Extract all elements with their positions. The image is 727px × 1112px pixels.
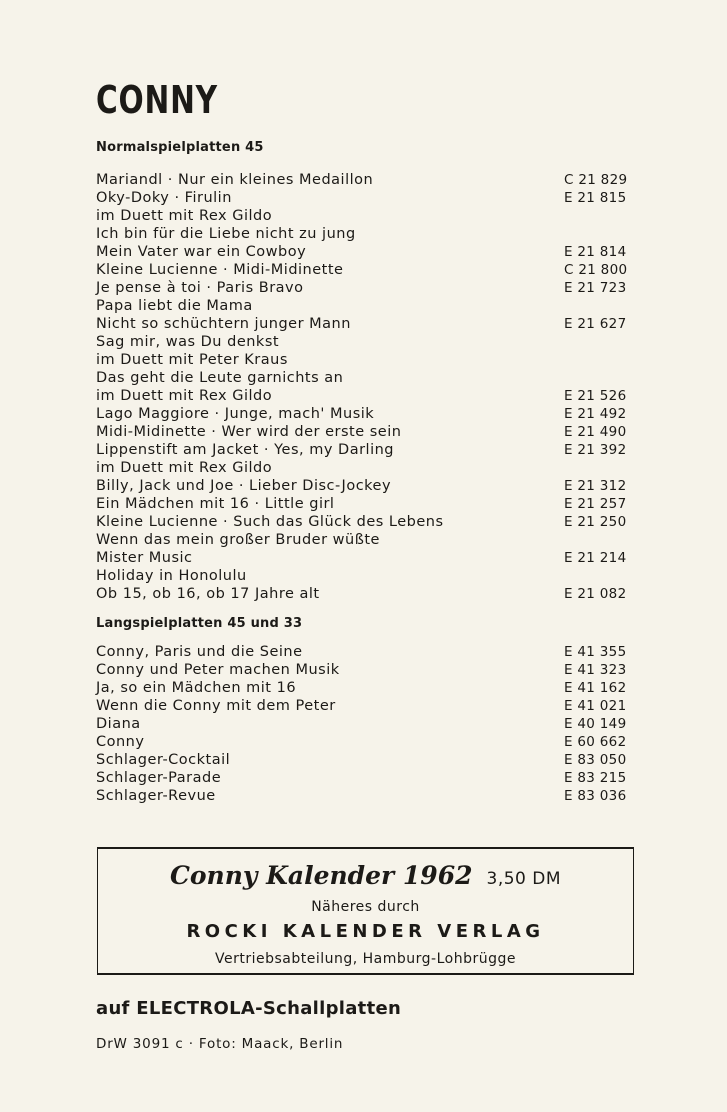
- catalog-number: E 21 082: [564, 586, 627, 602]
- singles-heading: Normalspielplatten 45: [96, 140, 264, 155]
- song-title: Ein Mädchen mit 16 · Little girl: [96, 496, 335, 512]
- catalog-number: E 21 214: [564, 550, 627, 566]
- list-item: [96, 279, 636, 297]
- list-item: [96, 189, 636, 207]
- song-title: Je pense à toi · Paris Bravo: [96, 280, 304, 296]
- list-item: [96, 243, 636, 261]
- song-title: Sag mir, was Du denkst: [96, 334, 280, 350]
- list-item: [96, 225, 636, 243]
- song-title: Mister Music: [96, 550, 193, 566]
- song-title: im Duett mit Peter Kraus: [96, 352, 288, 368]
- catalog-number: E 21 250: [564, 514, 627, 530]
- song-title: Conny, Paris und die Seine: [96, 644, 303, 660]
- list-item: [96, 643, 636, 661]
- catalog-number: C 21 800: [564, 262, 628, 278]
- record-label-line: auf ELECTROLA-Schallplatten: [96, 998, 402, 1019]
- song-title: Midi-Midinette · Wer wird der erste sein: [96, 424, 402, 440]
- catalog-number: E 83 215: [564, 770, 627, 786]
- song-title: Schlager-Cocktail: [96, 752, 231, 768]
- song-title: Mein Vater war ein Cowboy: [96, 244, 307, 260]
- calendar-title: Conny Kalender 1962: [169, 861, 473, 890]
- song-title: Oky-Doky · Firulin: [96, 190, 232, 206]
- catalog-number: E 21 490: [564, 424, 627, 440]
- calendar-department: Vertriebsabteilung, Hamburg-Lohbrügge: [214, 951, 516, 967]
- list-item: [96, 297, 636, 315]
- song-title: im Duett mit Rex Gildo: [96, 388, 273, 404]
- list-item: [96, 549, 636, 567]
- list-item: [96, 715, 636, 733]
- list-item: [96, 459, 636, 477]
- calendar-info: Näheres durch: [311, 899, 420, 915]
- albums-list: [96, 643, 636, 805]
- list-item: [96, 661, 636, 679]
- catalog-number: E 21 815: [564, 190, 627, 206]
- song-title: Das geht die Leute garnichts an: [96, 370, 344, 386]
- catalog-number: E 60 662: [564, 734, 627, 750]
- song-title: Conny: [96, 734, 145, 750]
- list-item: [96, 387, 636, 405]
- list-item: [96, 333, 636, 351]
- catalog-number: E 83 050: [564, 752, 627, 768]
- list-item: [96, 513, 636, 531]
- calendar-ad-box: [97, 847, 634, 975]
- list-item: [96, 697, 636, 715]
- list-item: [96, 787, 636, 805]
- list-item: [96, 769, 636, 787]
- list-item: [96, 585, 636, 603]
- song-title: Ja, so ein Mädchen mit 16: [96, 680, 297, 696]
- list-item: [96, 207, 636, 225]
- list-item: [96, 477, 636, 495]
- calendar-price: 3,50 DM: [486, 869, 562, 889]
- calendar-title-line: [98, 861, 633, 890]
- list-item: [96, 423, 636, 441]
- song-title: Mariandl · Nur ein kleines Medaillon: [96, 172, 374, 188]
- catalog-number: E 21 723: [564, 280, 627, 296]
- list-item: [96, 369, 636, 387]
- calendar-publisher: ROCKI KALENDER VERLAG: [186, 921, 545, 942]
- print-credit: DrW 3091 c · Foto: Maack, Berlin: [96, 1036, 344, 1052]
- song-title: Kleine Lucienne · Midi-Midinette: [96, 262, 344, 278]
- catalog-number: E 21 312: [564, 478, 627, 494]
- list-item: [96, 531, 636, 549]
- song-title: Billy, Jack und Joe · Lieber Disc-Jockey: [96, 478, 392, 494]
- albums-heading: Langspielplatten 45 und 33: [96, 616, 303, 631]
- catalog-number: E 41 162: [564, 680, 627, 696]
- song-title: Nicht so schüchtern junger Mann: [96, 316, 351, 332]
- song-title: Lippenstift am Jacket · Yes, my Darling: [96, 442, 395, 458]
- list-item: [96, 733, 636, 751]
- song-title: Lago Maggiore · Junge, mach' Musik: [96, 406, 375, 422]
- catalog-number: C 21 829: [564, 172, 628, 188]
- song-title: Kleine Lucienne · Such das Glück des Lebens: [96, 514, 444, 530]
- song-title: Conny und Peter machen Musik: [96, 662, 340, 678]
- catalog-number: E 21 392: [564, 442, 627, 458]
- catalog-number: E 83 036: [564, 788, 627, 804]
- list-item: [96, 171, 636, 189]
- catalog-number: E 21 814: [564, 244, 627, 260]
- catalog-number: E 21 526: [564, 388, 627, 404]
- song-title: Wenn die Conny mit dem Peter: [96, 698, 336, 714]
- artist-title: CONNY: [96, 78, 218, 122]
- song-title: Papa liebt die Mama: [96, 298, 253, 314]
- catalog-number: E 41 021: [564, 698, 627, 714]
- song-title: Schlager-Parade: [96, 770, 222, 786]
- song-title: Wenn das mein großer Bruder wüßte: [96, 532, 380, 548]
- list-item: [96, 751, 636, 769]
- catalog-number: E 40 149: [564, 716, 627, 732]
- catalog-number: E 21 627: [564, 316, 627, 332]
- catalog-number: E 21 257: [564, 496, 627, 512]
- catalog-number: E 41 355: [564, 644, 627, 660]
- song-title: Schlager-Revue: [96, 788, 216, 804]
- list-item: [96, 405, 636, 423]
- list-item: [96, 441, 636, 459]
- catalog-number: E 21 492: [564, 406, 627, 422]
- list-item: [96, 679, 636, 697]
- list-item: [96, 567, 636, 585]
- list-item: [96, 315, 636, 333]
- list-item: [96, 351, 636, 369]
- singles-list: [96, 171, 636, 603]
- list-item: [96, 261, 636, 279]
- song-title: Holiday in Honolulu: [96, 568, 247, 584]
- song-title: im Duett mit Rex Gildo: [96, 460, 273, 476]
- song-title: Ob 15, ob 16, ob 17 Jahre alt: [96, 586, 320, 602]
- list-item: [96, 495, 636, 513]
- song-title: im Duett mit Rex Gildo: [96, 208, 273, 224]
- song-title: Diana: [96, 716, 141, 732]
- catalog-number: E 41 323: [564, 662, 627, 678]
- song-title: Ich bin für die Liebe nicht zu jung: [96, 226, 356, 242]
